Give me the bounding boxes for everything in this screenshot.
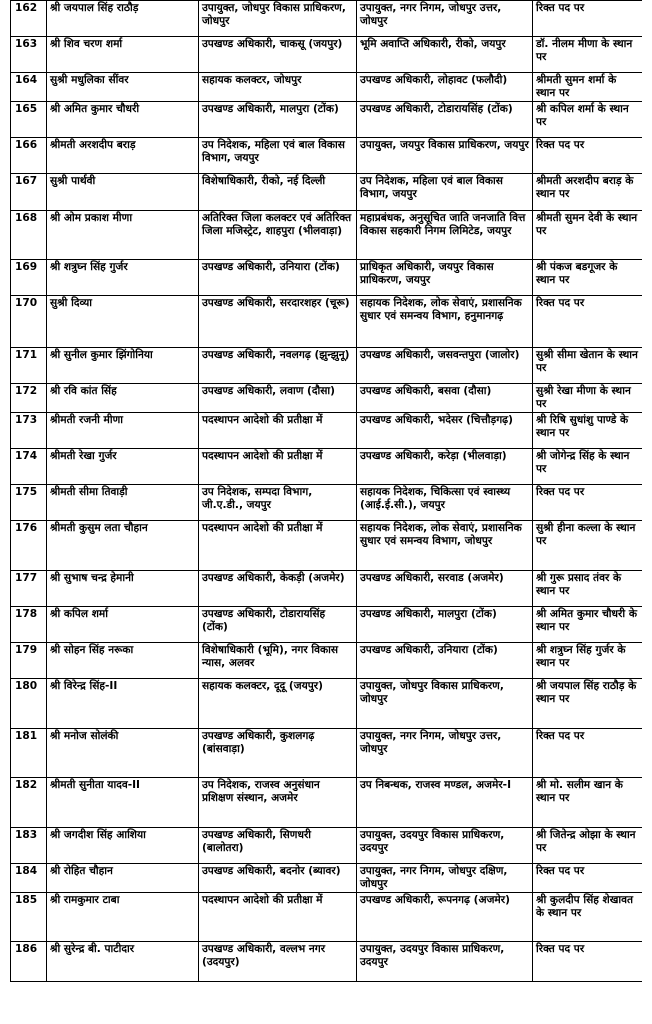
serial-number-cell: 169	[11, 260, 47, 296]
officer-name-cell: श्री मनोज सोलंकी	[47, 729, 199, 778]
table-row	[11, 449, 643, 485]
new-posting-cell: उपखण्ड अधिकारी, सरवाड (अजमेर)	[357, 571, 533, 607]
new-posting-cell: उपखण्ड अधिकारी, लोहावट (फलौदी)	[357, 73, 533, 102]
serial-number-cell: 184	[11, 864, 47, 893]
table-row	[11, 174, 643, 211]
table-row	[11, 828, 643, 864]
serial-number-cell: 183	[11, 828, 47, 864]
remark-cell: श्री जयपाल सिंह राठौड़ के स्थान पर	[533, 679, 643, 729]
current-posting-cell: उप निदेशक, राजस्व अनुसंधान प्रशिक्षण संस्थान, अजमेर	[199, 778, 357, 828]
serial-number-cell: 170	[11, 296, 47, 348]
new-posting-cell: उपखण्ड अधिकारी, भदेसर (चित्तौड़गढ़)	[357, 413, 533, 449]
officer-name-cell: श्री रामकुमार टाबा	[47, 893, 199, 942]
document-page	[10, 0, 642, 1024]
new-posting-cell: सहायक निदेशक, लोक सेवाएं, प्रशासनिक सुधार एवं समन्वय विभाग, हनुमानगढ़	[357, 296, 533, 348]
table-row	[11, 384, 643, 413]
officer-name-cell: श्री सुनील कुमार झिंगोनिया	[47, 348, 199, 384]
table-row	[11, 73, 643, 102]
officer-name-cell: श्री सुरेन्द्र बी. पाटीदार	[47, 942, 199, 982]
new-posting-cell: भूमि अवाप्ति अधिकारी, रीको, जयपुर	[357, 37, 533, 73]
serial-number-cell: 172	[11, 384, 47, 413]
table-row	[11, 102, 643, 138]
remark-cell: रिक्त पद पर	[533, 138, 643, 174]
remark-cell: श्री मो. सलीम खान के स्थान पर	[533, 778, 643, 828]
new-posting-cell: उपखण्ड अधिकारी, रूपनगढ़ (अजमेर)	[357, 893, 533, 942]
officer-name-cell: श्री शिव चरण शर्मा	[47, 37, 199, 73]
remark-cell: रिक्त पद पर	[533, 729, 643, 778]
table-row	[11, 942, 643, 982]
serial-number-cell: 185	[11, 893, 47, 942]
remark-cell: रिक्त पद पर	[533, 485, 643, 521]
new-posting-cell: उपखण्ड अधिकारी, उनियारा (टोंक)	[357, 643, 533, 679]
serial-number-cell: 164	[11, 73, 47, 102]
remark-cell: श्री अमित कुमार चौधरी के स्थान पर	[533, 607, 643, 643]
current-posting-cell: पदस्थापन आदेशो की प्रतीक्षा में	[199, 413, 357, 449]
remark-cell: श्री गुरू प्रसाद तंवर के स्थान पर	[533, 571, 643, 607]
officer-name-cell: श्री अमित कुमार चौधरी	[47, 102, 199, 138]
table-row	[11, 348, 643, 384]
serial-number-cell: 181	[11, 729, 47, 778]
new-posting-cell: उपायुक्त, नगर निगम, जोधपुर उत्तर, जोधपुर	[357, 1, 533, 37]
serial-number-cell: 175	[11, 485, 47, 521]
serial-number-cell: 176	[11, 521, 47, 571]
remark-cell: श्री पंकज बडगूजर के स्थान पर	[533, 260, 643, 296]
new-posting-cell: उपायुक्त, जयपुर विकास प्राधिकरण, जयपुर	[357, 138, 533, 174]
current-posting-cell: सहायक कलक्टर, दूदू (जयपुर)	[199, 679, 357, 729]
serial-number-cell: 168	[11, 211, 47, 260]
current-posting-cell: उपखण्ड अधिकारी, लवाण (दौसा)	[199, 384, 357, 413]
table-row	[11, 893, 643, 942]
serial-number-cell: 186	[11, 942, 47, 982]
officer-name-cell: श्री कपिल शर्मा	[47, 607, 199, 643]
current-posting-cell: उप निदेशक, महिला एवं बाल विकास विभाग, जयपुर	[199, 138, 357, 174]
current-posting-cell: उपखण्ड अधिकारी, मालपुरा (टोंक)	[199, 102, 357, 138]
new-posting-cell: उपायुक्त, जोधपुर विकास प्राधिकरण, जोधपुर	[357, 679, 533, 729]
current-posting-cell: उपखण्ड अधिकारी, कुशलगढ़ (बांसवाड़ा)	[199, 729, 357, 778]
table-row	[11, 521, 643, 571]
serial-number-cell: 166	[11, 138, 47, 174]
new-posting-cell: उपखण्ड अधिकारी, टोडारायसिंह (टोंक)	[357, 102, 533, 138]
table-row	[11, 778, 643, 828]
table-row	[11, 413, 643, 449]
remark-cell: श्री कपिल शर्मा के स्थान पर	[533, 102, 643, 138]
new-posting-cell: उपायुक्त, नगर निगम, जोधपुर उत्तर, जोधपुर	[357, 729, 533, 778]
serial-number-cell: 182	[11, 778, 47, 828]
serial-number-cell: 162	[11, 1, 47, 37]
serial-number-cell: 163	[11, 37, 47, 73]
officer-name-cell: श्री विरेन्द्र सिंह-II	[47, 679, 199, 729]
new-posting-cell: प्राधिकृत अधिकारी, जयपुर विकास प्राधिकरण, जयपुर	[357, 260, 533, 296]
officer-name-cell: श्रीमती रेखा गुर्जर	[47, 449, 199, 485]
new-posting-cell: उपखण्ड अधिकारी, मालपुरा (टोंक)	[357, 607, 533, 643]
new-posting-cell: उपखण्ड अधिकारी, करेड़ा (भीलवाड़ा)	[357, 449, 533, 485]
remark-cell: श्री कुलदीप सिंह शेखावत के स्थान पर	[533, 893, 643, 942]
current-posting-cell: विशेषाधिकारी, रीको, नई दिल्ली	[199, 174, 357, 211]
officer-name-cell: श्री ओम प्रकाश मीणा	[47, 211, 199, 260]
current-posting-cell: उपखण्ड अधिकारी, वल्लभ नगर (उदयपुर)	[199, 942, 357, 982]
table-row	[11, 679, 643, 729]
transfer-table-body	[11, 1, 643, 982]
table-row	[11, 729, 643, 778]
new-posting-cell: उपायुक्त, उदयपुर विकास प्राधिकरण, उदयपुर	[357, 942, 533, 982]
officer-name-cell: श्री सुभाष चन्द्र हेमानी	[47, 571, 199, 607]
remark-cell: श्री रिषि सुधांशु पाण्डे के स्थान पर	[533, 413, 643, 449]
new-posting-cell: सहायक निदेशक, चिकित्सा एवं स्वास्थ्य (आई.ई.सी.), जयपुर	[357, 485, 533, 521]
current-posting-cell: विशेषाधिकारी (भूमि), नगर विकास न्यास, अलवर	[199, 643, 357, 679]
officer-name-cell: सुश्री मधुलिका सींवर	[47, 73, 199, 102]
remark-cell: श्री जितेन्द्र ओझा के स्थान पर	[533, 828, 643, 864]
transfer-table	[10, 0, 642, 982]
current-posting-cell: उपखण्ड अधिकारी, टोडारायसिंह (टोंक)	[199, 607, 357, 643]
serial-number-cell: 178	[11, 607, 47, 643]
officer-name-cell: श्रीमती कुसुम लता चौहान	[47, 521, 199, 571]
remark-cell: श्रीमती सुमन देवी के स्थान पर	[533, 211, 643, 260]
remark-cell: रिक्त पद पर	[533, 942, 643, 982]
officer-name-cell: श्री रवि कांत सिंह	[47, 384, 199, 413]
officer-name-cell: श्रीमती सुनीता यादव-II	[47, 778, 199, 828]
current-posting-cell: उपायुक्त, जोधपुर विकास प्राधिकरण, जोधपुर	[199, 1, 357, 37]
new-posting-cell: उप निदेशक, महिला एवं बाल विकास विभाग, जयपुर	[357, 174, 533, 211]
serial-number-cell: 171	[11, 348, 47, 384]
serial-number-cell: 177	[11, 571, 47, 607]
officer-name-cell: सुश्री पार्थवी	[47, 174, 199, 211]
current-posting-cell: उपखण्ड अधिकारी, सिणधरी (बालोतरा)	[199, 828, 357, 864]
table-row	[11, 1, 643, 37]
remark-cell: सुश्री रेखा मीणा के स्थान पर	[533, 384, 643, 413]
officer-name-cell: श्री सोहन सिंह नरूका	[47, 643, 199, 679]
officer-name-cell: श्री शत्रुघ्न सिंह गुर्जर	[47, 260, 199, 296]
new-posting-cell: उपखण्ड अधिकारी, बसवा (दौसा)	[357, 384, 533, 413]
serial-number-cell: 174	[11, 449, 47, 485]
officer-name-cell: श्रीमती अरशदीप बराड़	[47, 138, 199, 174]
current-posting-cell: उपखण्ड अधिकारी, उनियारा (टोंक)	[199, 260, 357, 296]
remark-cell: श्रीमती सुमन शर्मा के स्थान पर	[533, 73, 643, 102]
table-row	[11, 211, 643, 260]
remark-cell: श्री शत्रुघ्न सिंह गुर्जर के स्थान पर	[533, 643, 643, 679]
table-row	[11, 571, 643, 607]
new-posting-cell: उपायुक्त, उदयपुर विकास प्राधिकरण, उदयपुर	[357, 828, 533, 864]
serial-number-cell: 167	[11, 174, 47, 211]
current-posting-cell: उपखण्ड अधिकारी, नवलगढ़ (झुन्झुनू)	[199, 348, 357, 384]
current-posting-cell: पदस्थापन आदेशो की प्रतीक्षा में	[199, 521, 357, 571]
new-posting-cell: सहायक निदेशक, लोक सेवाएं, प्रशासनिक सुधार एवं समन्वय विभाग, जोधपुर	[357, 521, 533, 571]
table-row	[11, 485, 643, 521]
table-row	[11, 607, 643, 643]
table-row	[11, 37, 643, 73]
new-posting-cell: उपायुक्त, नगर निगम, जोधपुर दक्षिण, जोधपुर	[357, 864, 533, 893]
officer-name-cell: सुश्री दिव्या	[47, 296, 199, 348]
serial-number-cell: 180	[11, 679, 47, 729]
serial-number-cell: 165	[11, 102, 47, 138]
table-row	[11, 864, 643, 893]
current-posting-cell: उपखण्ड अधिकारी, केकड़ी (अजमेर)	[199, 571, 357, 607]
new-posting-cell: उपखण्ड अधिकारी, जसवन्तपुरा (जालोर)	[357, 348, 533, 384]
current-posting-cell: सहायक कलक्टर, जोधपुर	[199, 73, 357, 102]
officer-name-cell: श्रीमती रजनी मीणा	[47, 413, 199, 449]
current-posting-cell: पदस्थापन आदेशो की प्रतीक्षा में	[199, 449, 357, 485]
remark-cell: डॉ. नीलम मीणा के स्थान पर	[533, 37, 643, 73]
remark-cell: रिक्त पद पर	[533, 1, 643, 37]
current-posting-cell: पदस्थापन आदेशो की प्रतीक्षा में	[199, 893, 357, 942]
table-row	[11, 643, 643, 679]
remark-cell: सुश्री सीमा खेतान के स्थान पर	[533, 348, 643, 384]
new-posting-cell: महाप्रबंधक, अनुसूचित जाति जनजाति वित्त विकास सहकारी निगम लिमिटेड, जयपुर	[357, 211, 533, 260]
officer-name-cell: श्रीमती सीमा तिवाड़ी	[47, 485, 199, 521]
officer-name-cell: श्री जयपाल सिंह राठौड़	[47, 1, 199, 37]
current-posting-cell: उपखण्ड अधिकारी, सरदारशहर (चूरू)	[199, 296, 357, 348]
remark-cell: सुश्री हीना कल्ला के स्थान पर	[533, 521, 643, 571]
serial-number-cell: 179	[11, 643, 47, 679]
table-row	[11, 260, 643, 296]
current-posting-cell: उप निदेशक, सम्पदा विभाग, जी.ए.डी., जयपुर	[199, 485, 357, 521]
new-posting-cell: उप निबन्धक, राजस्व मण्डल, अजमेर-I	[357, 778, 533, 828]
officer-name-cell: श्री रोहित चौहान	[47, 864, 199, 893]
table-row	[11, 138, 643, 174]
current-posting-cell: उपखण्ड अधिकारी, चाकसू (जयपुर)	[199, 37, 357, 73]
officer-name-cell: श्री जगदीश सिंह आशिया	[47, 828, 199, 864]
current-posting-cell: अतिरिक्त जिला कलक्टर एवं अतिरिक्त जिला मजिस्ट्रेट, शाहपुरा (भीलवाड़ा)	[199, 211, 357, 260]
current-posting-cell: उपखण्ड अधिकारी, बदनोर (ब्यावर)	[199, 864, 357, 893]
remark-cell: श्री जोगेन्द्र सिंह के स्थान पर	[533, 449, 643, 485]
serial-number-cell: 173	[11, 413, 47, 449]
remark-cell: रिक्त पद पर	[533, 296, 643, 348]
remark-cell: रिक्त पद पर	[533, 864, 643, 893]
remark-cell: श्रीमती अरशदीप बराड़ के स्थान पर	[533, 174, 643, 211]
table-row	[11, 296, 643, 348]
